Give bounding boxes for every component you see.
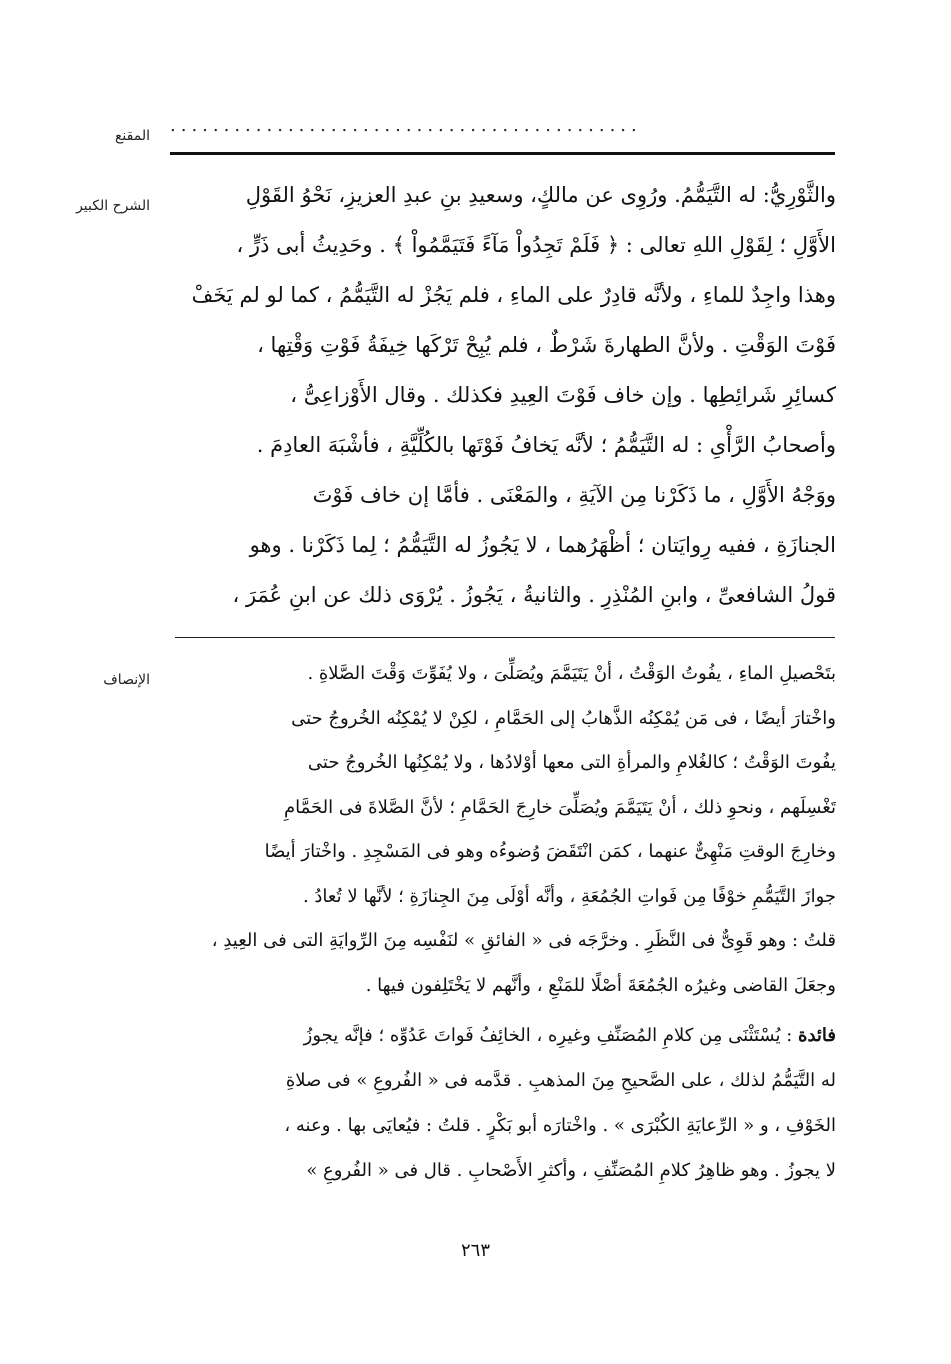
insaf-text-block <box>168 652 836 1008</box>
text-line: والثَّوْرِيُّ: له التَّيَمُّمُ. ورُوِى عن مالكٍ، وسعيدِ بنِ عبدِ العزيزِ، نَحْوُ القَوْلِ <box>245 183 836 207</box>
text-line: وخارِجَ الوقتِ مَنْهِىٌّ عنهما ، كمَن انْتَقَضَ وُضوءُه وهو فى المَسْجِدِ . واخْتارَ أيضًا <box>264 841 836 862</box>
running-title: المقنع <box>114 128 150 144</box>
text-line: ووَجْهُ الأَوَّلِ ، ما ذَكَرْنا مِن الآيَةِ ، والمَعْنَى . فأمَّا إن خاف فَوْتَ <box>312 483 836 507</box>
faida-text-block <box>168 1013 836 1193</box>
text-line: الجنازَةِ ، ففيه رِوايَتان ؛ أظْهَرُهما ، لا يَجُوزُ له التَّيَمُّمُ ؛ لِما ذَكَرْنا . وهو <box>249 533 836 557</box>
text-line: وأصحابُ الرَّأْىِ : له التَّيَمُّمُ ؛ لأنَّه يَخافُ فَوْتَها بالكُلِّيَّةِ ، فأشْبَهَ العادِمَ . <box>256 433 836 457</box>
text-line: يفُوتَ الوَقْتُ ؛ كالغُلامِ والمرأةِ التى معها أوْلادُها ، ولا يُمْكِنُها الخُروجُ حتى <box>307 752 836 773</box>
text-line: وهذا واجِدٌ للماءِ ، ولأنَّه قادِرٌ على الماءِ ، فلم يَجُزْ له التَّيَمُّمُ ، كما لو لم يَخَفْ <box>191 283 836 307</box>
faida-first-line: : يُسْتَثْنَى مِن كلامِ المُصَنِّفِ وغيرِه ، الخائِفُ فَواتَ عَدُوِّه ؛ فإنَّه يجوزُ <box>303 1025 799 1046</box>
text-line: لا يجوزُ . وهو ظاهِرُ كلامِ المُصَنِّفِ ، وأكثرِ الأَصْحابِ . قال فى « الفُروعِ » <box>306 1160 836 1181</box>
text-line <box>168 1013 836 1058</box>
section-label-sharh: الشرح الكبير <box>76 198 150 214</box>
page-number: ٢٦٣ <box>460 1240 490 1261</box>
text-line: بتَحْصيلِ الماءِ ، يفُوتُ الوَقْتُ ، أنْ يَتَيَمَّمَ ويُصَلِّىَ ، ولا يُفَوِّتَ وَقْتَ الصَّلاةِ . <box>307 663 836 684</box>
text-line: وجعَلَ القاضى وغيرُه الجُمُعَةَ أصْلًا للمَنْعِ ، وأنَّهم لا يَخْتَلِفون فيها . <box>365 974 836 996</box>
text-line: الخَوْفِ ، و « الرِّعايَةِ الكُبْرَى » . واخْتارَه أبو بَكْرٍ . قلتُ : فيُعايَى بها . وعنه ، <box>284 1115 836 1136</box>
text-line: فَوْتَ الوَقْتِ . ولأنَّ الطهارةَ شَرْطٌ ، فلم يُبِحْ تَرْكَها خِيفَةُ فَوْتِ وَقْتِها ، <box>257 333 836 357</box>
sharh-text-block <box>168 170 836 620</box>
text-line: تَغْسِلَهم ، ونحوِ ذلك ، أنْ يَتَيَمَّمَ ويُصَلِّىَ خارِجَ الحَمَّامِ ؛ لأنَّ الصَّلاةَ فى الحَمَّامِ <box>283 796 836 818</box>
text-line: قولُ الشافعىِّ ، وابنِ المُنْذِرِ . والثانيةُ ، يَجُوزُ . يُرْوَى ذلك عن ابنِ عُمَرَ ، <box>232 583 836 607</box>
text-line: كسائِرِ شَرائِطِها . وإن خاف فَوْتَ العِيدِ فكذلك . وقال الأَوْزاعِىُّ ، <box>290 383 836 407</box>
text-line: قلتُ : وهو قَوِىٌّ فى النَّظَرِ . وخرَّجَه فى « الفائقِ » لنَفْسِه مِنَ الرِّوايَةِ التى فى العِيدِ ، <box>211 930 836 951</box>
text-line: له التَّيَمُّمُ لذلك ، على الصَّحيحِ مِنَ المذهبِ . قدَّمه فى « الفُروعِ » فى صلاةِ <box>285 1070 836 1091</box>
section-label-insaf: الإنصاف <box>103 672 150 688</box>
text-line: واخْتارَ أيضًا ، فى مَن يُمْكِنُه الذَّهابُ إلى الحَمَّامِ ، لكِنْ لا يُمْكِنُه الخُروجُ حتى <box>291 707 836 729</box>
header-rule <box>170 152 835 155</box>
text-line: الأَوَّلِ ؛ لِقَوْلِ اللهِ تعالى : ﴿ فَلَمْ تَجِدُواْ مَآءً فَتَيَمَّمُواْ ﴾ . وحَدِيثُ أبى ذَرٍّ ، <box>236 233 836 257</box>
faida-heading: فائدة <box>798 1025 836 1046</box>
text-line: جوازَ التَّيَمُّمِ خوْفًا مِن فَواتِ الجُمُعَةِ ، وأنَّه أوْلَى مِنَ الجِنازَةِ ؛ لأنَّها لا تُعادُ . <box>302 885 836 907</box>
header-dots: ............................................ <box>170 118 642 134</box>
section-divider <box>175 637 835 638</box>
